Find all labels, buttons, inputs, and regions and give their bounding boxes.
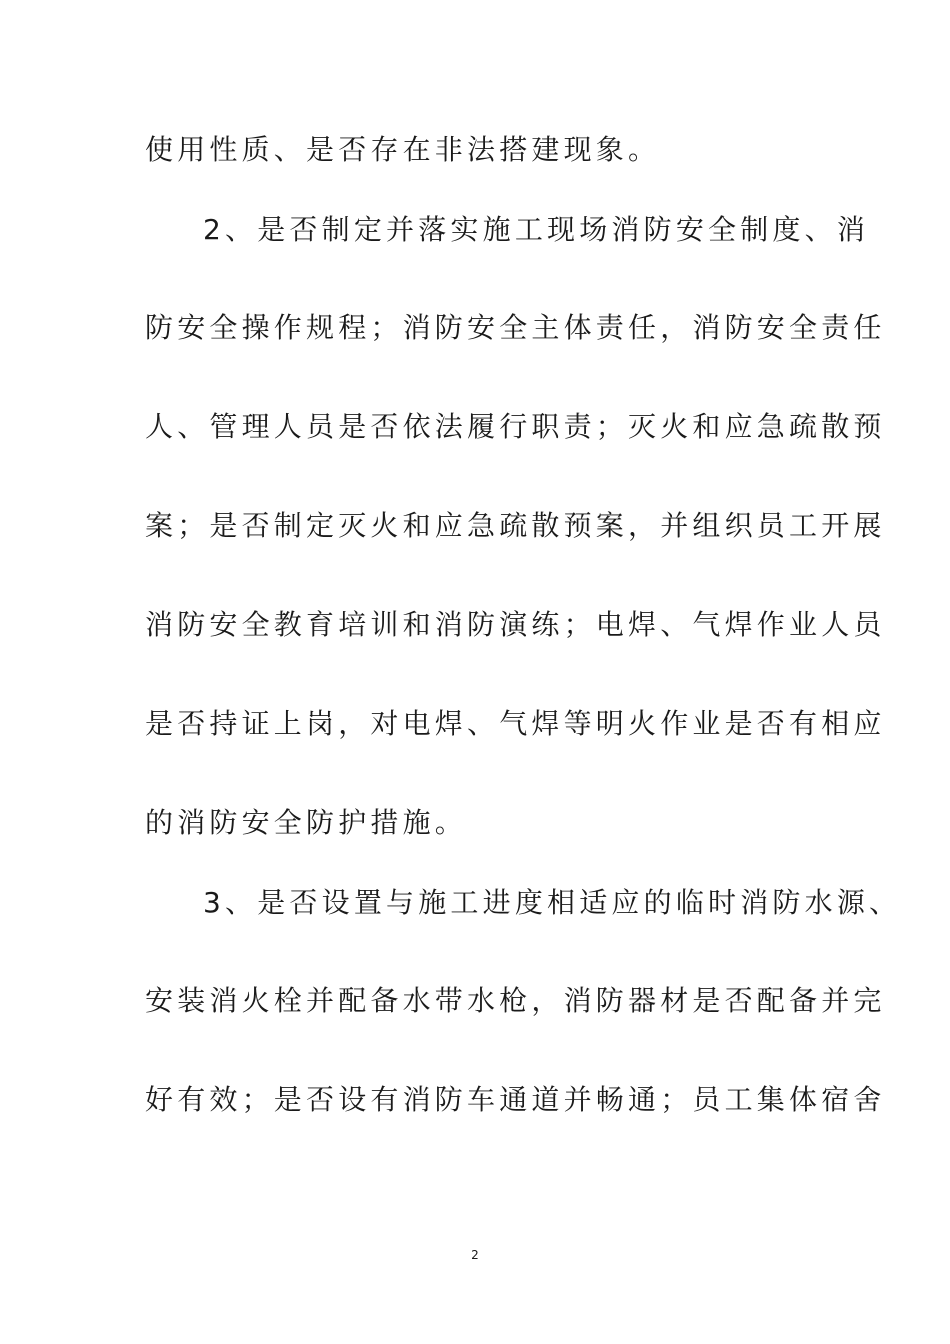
text-line-5: 案；是否制定灭火和应急疏散预案，并组织员工开展	[145, 509, 886, 542]
text-line-10: 安装消火栓并配备水带水枪，消防器材是否配备并完	[145, 984, 886, 1017]
text-line-1: 使用性质、是否存在非法搭建现象。	[145, 133, 661, 166]
paragraph-3-start: 3、是否设置与施工进度相适应的临时消防水源、	[203, 886, 902, 919]
text-line-11: 好有效；是否设有消防车通道并畅通；员工集体宿舍	[145, 1083, 886, 1116]
paragraph-2-start: 2、是否制定并落实施工现场消防安全制度、消	[203, 213, 870, 246]
text-line-3: 防安全操作规程；消防安全主体责任，消防安全责任	[145, 311, 886, 344]
text-line-6: 消防安全教育培训和消防演练；电焊、气焊作业人员	[145, 608, 886, 641]
text-line-7: 是否持证上岗，对电焊、气焊等明火作业是否有相应	[145, 707, 886, 740]
text-line-8: 的消防安全防护措施。	[145, 806, 468, 839]
text-line-4: 人、管理人员是否依法履行职责；灭火和应急疏散预	[145, 410, 886, 443]
page-number: 2	[471, 1248, 479, 1262]
